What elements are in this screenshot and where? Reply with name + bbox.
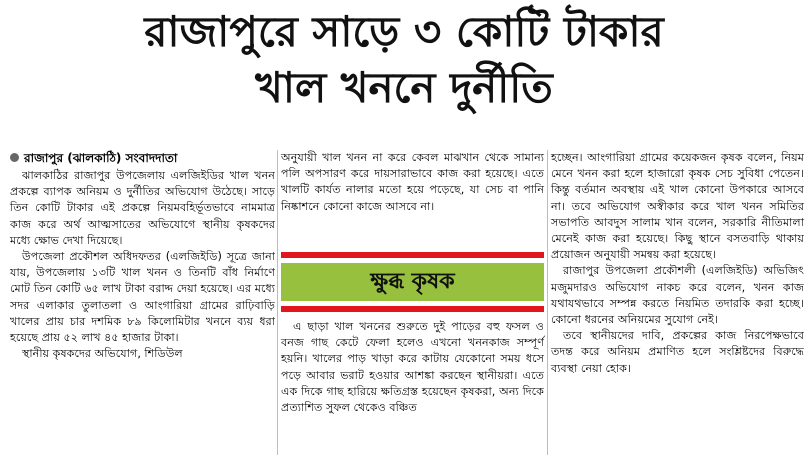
headline-line-1: রাজাপুরে সাড়ে ৩ কোটি টাকার — [144, 7, 664, 56]
article-column-2-continued — [281, 319, 544, 416]
column-divider — [547, 150, 548, 455]
byline — [10, 150, 275, 166]
bullet-icon — [10, 153, 19, 162]
column-divider — [277, 150, 278, 455]
headline-line-2: খাল খননে দুর্নীতি — [255, 63, 553, 112]
article-column-2 — [281, 150, 544, 215]
paragraph: এ ছাড়া খাল খননের শুরুতে দুই পাড়ের বহু ফসল ও বনজ গাছ কেটে ফেলা হলেও এখনো খননকাজ সম্পূর্ণ হয়নি। খালের পাড় খাড়া করে কাটায় যেকোনো সময় ধসে পড়ে আবার ভরাট হওয়ার আশঙ্কা করছেন স্থানীয়রা। এতে এক দিকে গাছ হারিয়ে ক্ষতিগ্রস্ত হয়েছেন কৃষকরা, অন্য দিকে প্রত্যাশিত সুফল থেকেও বঞ্চিত — [281, 320, 544, 415]
paragraph: হচ্ছেন। আংগারিয়া গ্রামের কয়েকজন কৃষক বলেন, নিয়ম মেনে খনন করা হলে হাজারো কৃষক সেচ সুবিধা পেতেন। কিন্তু বর্তমান অবস্থায় এই খাল কোনো উপকারে আসবে না। তবে অভিযোগ অস্বীকার করে খাল খনন সমিতির সভাপতি আবদুস সালাম খান বলেন, সরকারি নীতিমালা মেনেই কাজ করা হয়েছে। কিছু স্থানে বসতবাড়ি থাকায় প্রয়োজন অনুযায়ী সমন্বয় করা হয়েছে। — [551, 151, 804, 262]
article-column-1 — [10, 150, 275, 362]
pull-quote: ক্ষুব্ধ কৃষক — [281, 263, 544, 301]
article-column-3 — [551, 150, 804, 377]
paragraph: স্থানীয় কৃষকদের অভিযোগ, শিডিউল — [22, 347, 183, 361]
paragraph: অনুযায়ী খাল খনন না করে কেবল মাঝখান থেকে সামান্য পলি অপসারণ করে দায়সারাভাবে কাজ করা হয়েছে। এতে খালটি কার্যত নালার মতো হয়ে পড়েছে, যা সেচ বা পানি নিষ্কাশনে কোনো কাজে আসবে না। — [281, 151, 544, 213]
paragraph: রাজাপুর উপজেলা প্রকৌশলী (এলজিইডি) অভিজিৎ মজুমদারও অভিযোগ নাকচ করে বলেন, খনন কাজ যথাযথভাবে সম্পন্ন করতে নিয়মিত তদারকি করা হচ্ছে। কোনো ধরনের অনিয়মের সুযোগ নেই। — [551, 264, 804, 327]
paragraph: উপজেলা প্রকৌশল অধিদফতর (এলজিইডি) সূত্রে জানা যায়, উপজেলায় ১৩টি খাল খনন ও তিনটি বাঁধ নির্মাণে মোট তিন কোটি ৬৫ লাখ টাকা বরাদ্দ দেয়া হয়েছে। এর মধ্যে সদর এলাকার তুলাতলা ও আংগারিয়া গ্রামের রাঢ়িবাড়ি খালের প্রায় চার দশমিক ৮৯ কিলোমিটার খননে ব্যয় ধরা হয়েছে প্রায় ৫২ লাখ ৪৫ হাজার টাকা। — [10, 250, 275, 345]
paragraph: ঝালকাঠির রাজাপুর উপজেলায় এলজিইডির খাল খনন প্রকল্পে ব্যাপক অনিয়ম ও দুর্নীতির অভিযোগ উঠেছে। সাড়ে তিন কোটি টাকার এই প্রকল্পে নিয়মবহির্ভূতভাবে নামমাত্র কাজ করে অর্থ আত্মসাতের অভিযোগে স্থানীয় কৃষকদের মধ্যে ক্ষোভ দেখা দিয়েছে। — [10, 169, 275, 247]
pull-quote-box — [281, 252, 544, 312]
paragraph: তবে স্থানীয়দের দাবি, প্রকল্পের কাজ নিরপেক্ষভাবে তদন্ত করে অনিয়ম প্রমাণিত হলে সংশ্লিষ্টদের বিরুদ্ধে ব্যবস্থা নেয়া হোক। — [551, 329, 804, 375]
byline-text: রাজাপুর (ঝালকাঠি) সংবাদদাতা — [24, 151, 178, 165]
